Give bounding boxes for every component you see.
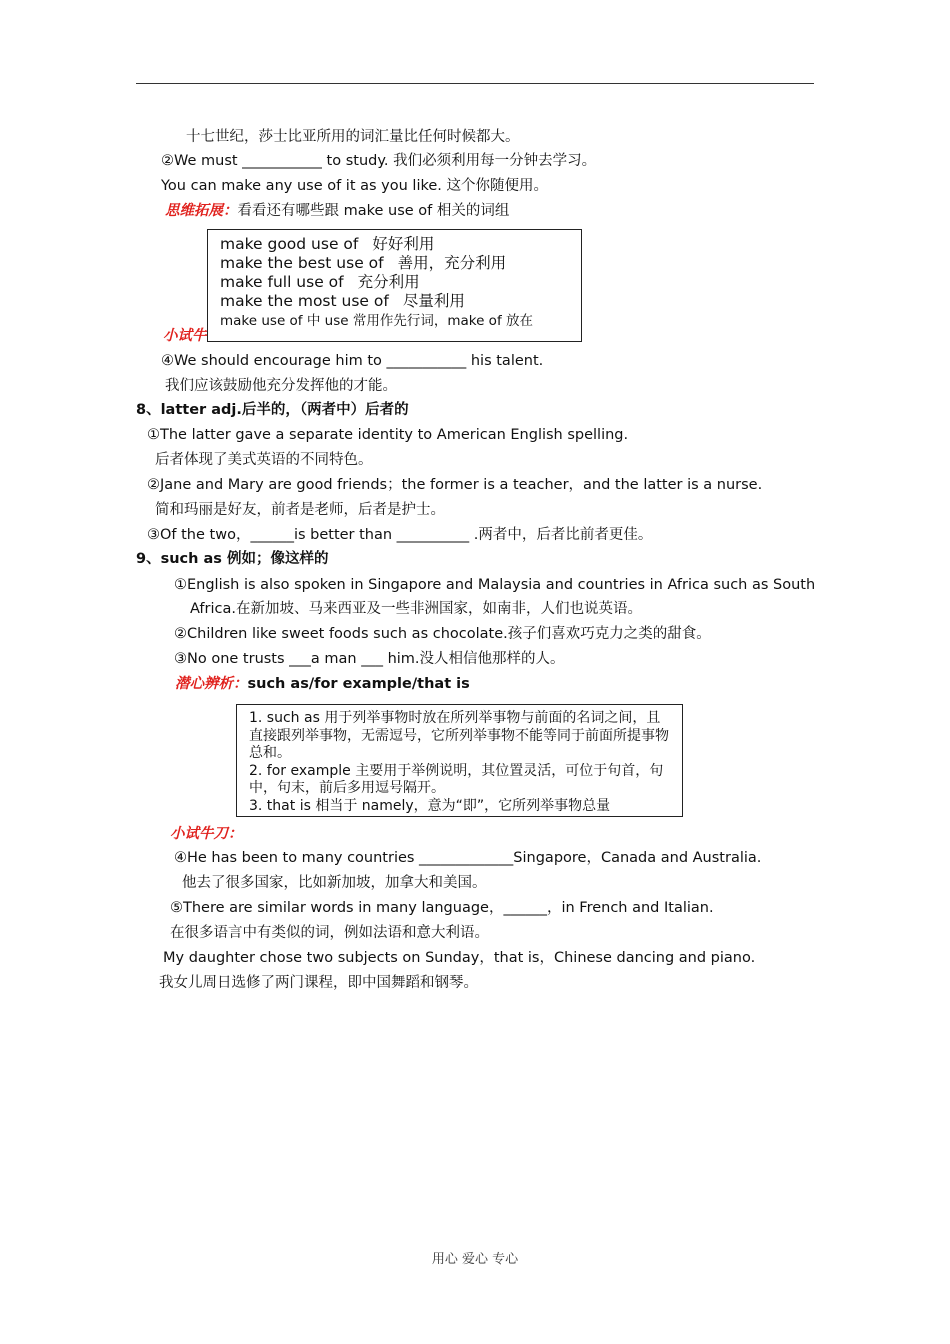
try-it-label: 小试牛刀： <box>170 826 243 842</box>
phrase-en: make good use of <box>220 235 359 253</box>
phrase-row-3 <box>220 273 420 292</box>
phrase-row-4 <box>220 292 465 311</box>
phrase-en: make full use of <box>220 273 344 291</box>
line-6: ④We should encourage him to ___________ his talent. <box>161 353 544 369</box>
line-21: ④He has been to many countries _____________Singapore，Canada and Australia. <box>174 850 762 866</box>
line-4 <box>165 201 509 221</box>
line-22: 他去了很多国家，比如新加坡，加拿大和美国。 <box>182 875 487 891</box>
discrimination-text: such as/for example/that is <box>247 676 470 692</box>
line-12: 简和玛丽是好友，前者是老师，后者是护士。 <box>155 502 445 518</box>
line-16: Africa.在新加坡、马来西亚及一些非洲国家，如南非，人们也说英语。 <box>190 601 642 617</box>
line-3: You can make any use of it as you like. 这个你随便用。 <box>161 178 549 194</box>
thinking-expansion-text: 看看还有哪些跟 make use of 相关的词组 <box>237 203 510 219</box>
phrase-row-1 <box>220 235 434 254</box>
line-18: ③No one trusts ___a man ___ him.没人相信他那样的人。 <box>174 651 565 667</box>
phrase-cn: 善用，充分利用 <box>397 254 507 272</box>
section-8-heading: 8、latter adj.后半的，（两者中）后者的 <box>136 402 409 418</box>
phrase-en: make the best use of <box>220 254 384 272</box>
phrase-en: make the most use of <box>220 292 389 310</box>
box-paragraph-2: 2. for example 主要用于举例说明，其位置灵活，可位于句首，句中，句末，前后多用逗号隔开。 <box>249 762 664 796</box>
line-26: 我女儿周日选修了两门课程，即中国舞蹈和钢琴。 <box>159 975 478 991</box>
line-2: ②We must ___________ to study. 我们必须利用每一分钟去学习。 <box>161 153 597 169</box>
phrase-cn: 充分利用 <box>357 273 420 291</box>
header-rule <box>136 83 814 84</box>
thinking-expansion-label: 思维拓展： <box>165 203 238 219</box>
discrimination-box <box>236 704 683 817</box>
try-it-label-partial: 小试牛 <box>163 328 207 344</box>
line-23: ⑤There are similar words in many language，______，in French and Italian. <box>170 900 714 916</box>
box-paragraph-3: 3. that is 相当于 namely，意为“即”，它所列举事物总量 <box>249 797 611 814</box>
line-24: 在很多语言中有类似的词，例如法语和意大利语。 <box>170 925 489 941</box>
section-9-heading: 9、such as 例如；像这样的 <box>136 551 329 567</box>
box-paragraph-1: 1. such as 用于列举事物时放在所列举事物与前面的名词之间，且直接跟列举事物，无需逗号，它所列举事物不能等同于前面所提事物总和。 <box>249 710 669 761</box>
line-19 <box>175 674 470 694</box>
line-17: ②Children like sweet foods such as chocolate.孩子们喜欢巧克力之类的甜食。 <box>174 626 711 642</box>
phrase-cn: 好好利用 <box>372 235 435 253</box>
phrase-row-2 <box>220 254 506 273</box>
line-10: 后者体现了美式英语的不同特色。 <box>155 452 373 468</box>
line-1: 十七世纪，莎士比亚所用的词汇量比任何时候都大。 <box>186 129 520 145</box>
discrimination-label: 潜心辨析： <box>175 676 248 692</box>
line-9: ①The latter gave a separate identity to American English spelling. <box>147 427 629 443</box>
phrase-row-5: make use of 中 use 常用作先行词，make of 放在 <box>220 313 533 329</box>
phrase-cn: 尽量利用 <box>402 292 465 310</box>
line-25: My daughter chose two subjects on Sunday，that is，Chinese dancing and piano. <box>163 950 756 966</box>
line-11: ②Jane and Mary are good friends；the former is a teacher，and the latter is a nurse. <box>147 477 763 493</box>
line-7: 我们应该鼓励他充分发挥他的才能。 <box>165 378 397 394</box>
line-13: ③Of the two，______is better than __________ .两者中，后者比前者更佳。 <box>147 527 653 543</box>
page-footer: 用心 爱心 专心 <box>431 1252 519 1267</box>
phrase-box <box>207 229 582 342</box>
line-15: ①English is also spoken in Singapore and Malaysia and countries in Africa such as South <box>174 577 816 593</box>
